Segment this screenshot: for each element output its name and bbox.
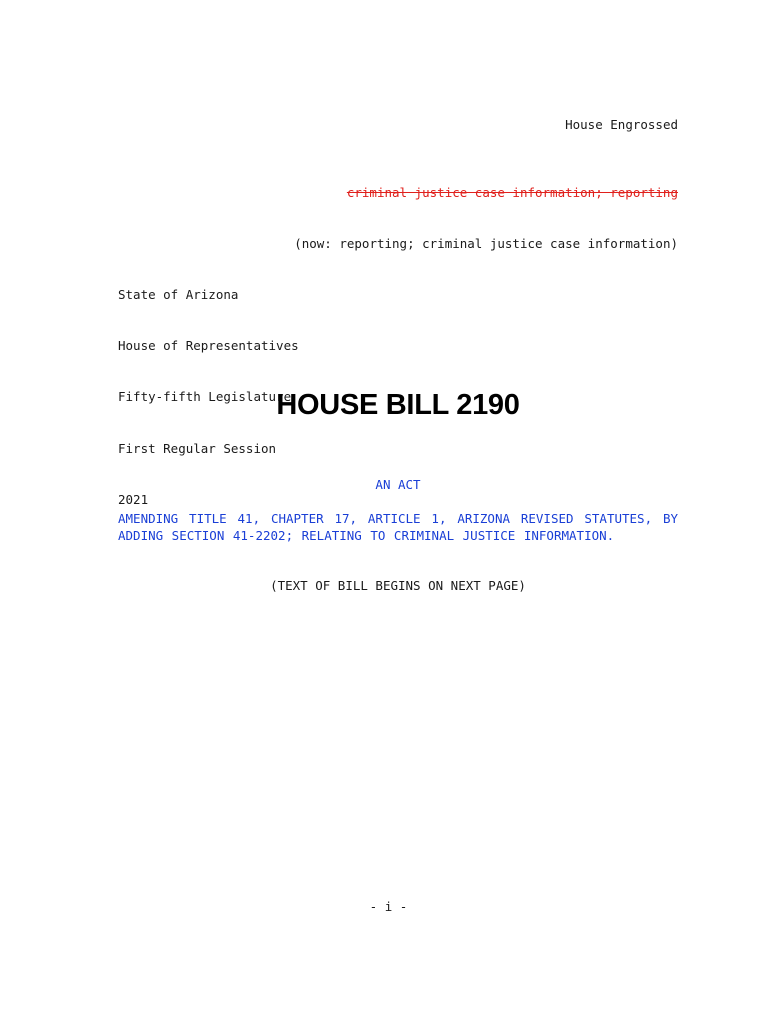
act-description — [118, 510, 678, 544]
heading-chamber: House of Representatives — [118, 338, 299, 354]
short-title-block — [294, 150, 678, 269]
struck-short-title: criminal justice case information; reporting — [346, 185, 678, 200]
heading-legislature: Fifty-fifth Legislature — [118, 389, 292, 405]
page-number: - i - — [369, 899, 408, 914]
heading-session: First Regular Session — [118, 440, 277, 456]
act-description-line: AMENDING TITLE 41, CHAPTER 17, ARTICLE 1, ARIZONA REVISED STATUTES, BY — [118, 511, 678, 526]
heading-year: 2021 — [118, 491, 149, 507]
amended-short-title: (now: reporting; criminal justice case information) — [294, 236, 678, 251]
act-description-line: ADDING SECTION 41-2202; RELATING TO CRIMINAL JUSTICE INFORMATION. — [118, 528, 615, 543]
heading-state: State of Arizona — [118, 287, 239, 302]
bill-begins-note: (TEXT OF BILL BEGINS ON NEXT PAGE) — [270, 578, 526, 593]
bill-title: HOUSE BILL 2190 — [276, 389, 520, 421]
engrossed-status: House Engrossed — [565, 117, 678, 132]
act-label: AN ACT — [375, 477, 421, 492]
